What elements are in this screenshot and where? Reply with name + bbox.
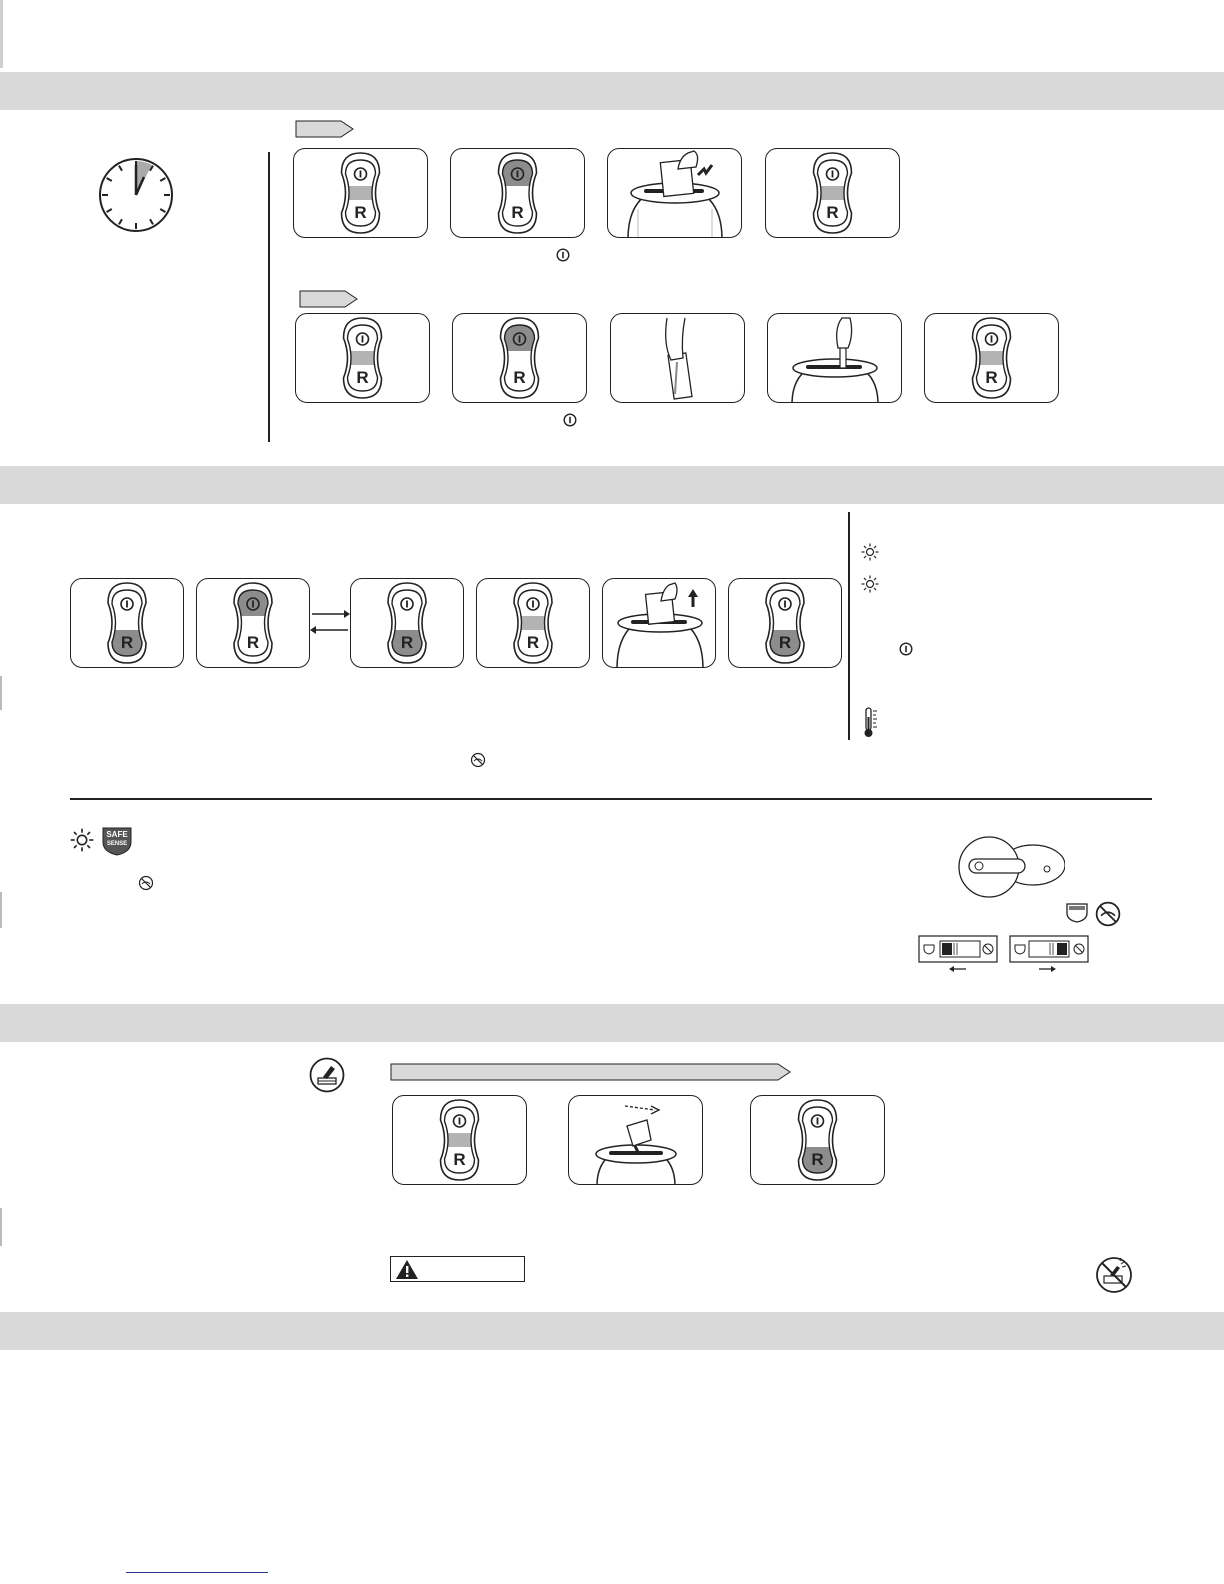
step-panel-switch bbox=[295, 313, 430, 403]
jam-panel-switch bbox=[70, 578, 184, 668]
safesense-switch-magnifier bbox=[955, 835, 1065, 899]
safesense-badge-line-1: SAFE bbox=[106, 830, 128, 839]
sun-indicator-icon bbox=[861, 575, 879, 593]
jam-panel-switch bbox=[728, 578, 842, 668]
rocker-switch-illustration bbox=[351, 579, 463, 667]
footer-rule bbox=[126, 1572, 268, 1573]
power-symbol-icon bbox=[556, 248, 570, 262]
safesense-shield-icon bbox=[101, 826, 133, 856]
reverse-label: R bbox=[985, 368, 998, 387]
step-panel-card-hand bbox=[610, 313, 745, 403]
safesense-off-icon bbox=[470, 752, 486, 768]
safesense-badge-line-2: SENSE bbox=[106, 841, 128, 847]
power-symbol-icon bbox=[899, 642, 913, 656]
step-panel-switch bbox=[452, 313, 587, 403]
indicator-divider bbox=[848, 512, 850, 740]
step-panel-card-feed bbox=[767, 313, 902, 403]
clock-icon bbox=[96, 155, 176, 235]
oil-panel-switch bbox=[392, 1095, 527, 1185]
warning-box bbox=[390, 1256, 525, 1282]
jam-panel-switch bbox=[350, 578, 464, 668]
sun-indicator-icon bbox=[70, 828, 94, 852]
step-tag-1 bbox=[295, 120, 355, 138]
jam-panel-switch bbox=[476, 578, 590, 668]
power-symbol-icon bbox=[563, 413, 577, 427]
rocker-switch-illustration bbox=[477, 579, 589, 667]
reverse-label: R bbox=[811, 1150, 824, 1169]
thermometer-icon bbox=[862, 707, 880, 739]
step-panel-paper-feed bbox=[607, 148, 742, 238]
reverse-label: R bbox=[246, 633, 260, 652]
rocker-switch-illustration bbox=[766, 149, 899, 237]
reverse-label: R bbox=[511, 203, 524, 222]
warning-triangle-icon bbox=[395, 1259, 419, 1280]
section-header-band-4 bbox=[0, 1312, 1224, 1350]
safesense-off-icon bbox=[138, 875, 154, 891]
rocker-switch-illustration bbox=[393, 1096, 526, 1184]
reverse-label: R bbox=[453, 1150, 466, 1169]
reverse-label: R bbox=[826, 203, 839, 222]
page-edge-mark bbox=[0, 0, 3, 68]
alternate-arrows bbox=[310, 606, 350, 636]
page-edge-mark bbox=[0, 1208, 2, 1246]
reverse-label: R bbox=[400, 633, 414, 652]
safesense-switch-off-diagram bbox=[1009, 935, 1089, 975]
rocker-switch-illustration bbox=[296, 314, 429, 402]
rocker-switch-illustration bbox=[751, 1096, 884, 1184]
rocker-switch-illustration bbox=[71, 579, 183, 667]
steps-divider bbox=[268, 152, 270, 442]
maintenance-sequence-arrow bbox=[390, 1062, 792, 1082]
rocker-switch-illustration bbox=[729, 579, 841, 667]
rocker-switch-illustration bbox=[294, 149, 427, 237]
step-panel-switch bbox=[924, 313, 1059, 403]
oil-panel-switch bbox=[750, 1095, 885, 1185]
step-panel-switch bbox=[293, 148, 428, 238]
sun-indicator-icon bbox=[861, 543, 879, 561]
oil-panel-apply bbox=[568, 1095, 703, 1185]
reverse-label: R bbox=[354, 203, 367, 222]
rocker-switch-illustration bbox=[451, 149, 584, 237]
reverse-label: R bbox=[778, 633, 792, 652]
oil-bottle-icon bbox=[309, 1057, 345, 1093]
reverse-label: R bbox=[526, 633, 540, 652]
safesense-off-icon bbox=[1094, 900, 1122, 928]
rocker-switch-illustration bbox=[925, 314, 1058, 402]
reverse-label: R bbox=[120, 633, 134, 652]
no-aerosol-icon bbox=[1095, 1256, 1133, 1294]
jam-panel-paper-out bbox=[602, 578, 716, 668]
step-panel-switch bbox=[450, 148, 585, 238]
reverse-label: R bbox=[356, 368, 369, 387]
step-tag-2 bbox=[299, 290, 359, 308]
page-edge-mark bbox=[0, 892, 2, 928]
section-rule bbox=[70, 798, 1152, 800]
section-header-band-3 bbox=[0, 1004, 1224, 1042]
rocker-switch-illustration bbox=[453, 314, 586, 402]
step-panel-switch bbox=[765, 148, 900, 238]
section-header-band-1 bbox=[0, 72, 1224, 110]
section-header-band-2 bbox=[0, 466, 1224, 504]
rocker-switch-illustration bbox=[197, 579, 309, 667]
reverse-label: R bbox=[513, 368, 526, 387]
page-edge-mark bbox=[0, 676, 2, 710]
jam-panel-switch bbox=[196, 578, 310, 668]
safesense-switch-on-diagram bbox=[918, 935, 998, 975]
safesense-shield-icon bbox=[1066, 903, 1088, 923]
